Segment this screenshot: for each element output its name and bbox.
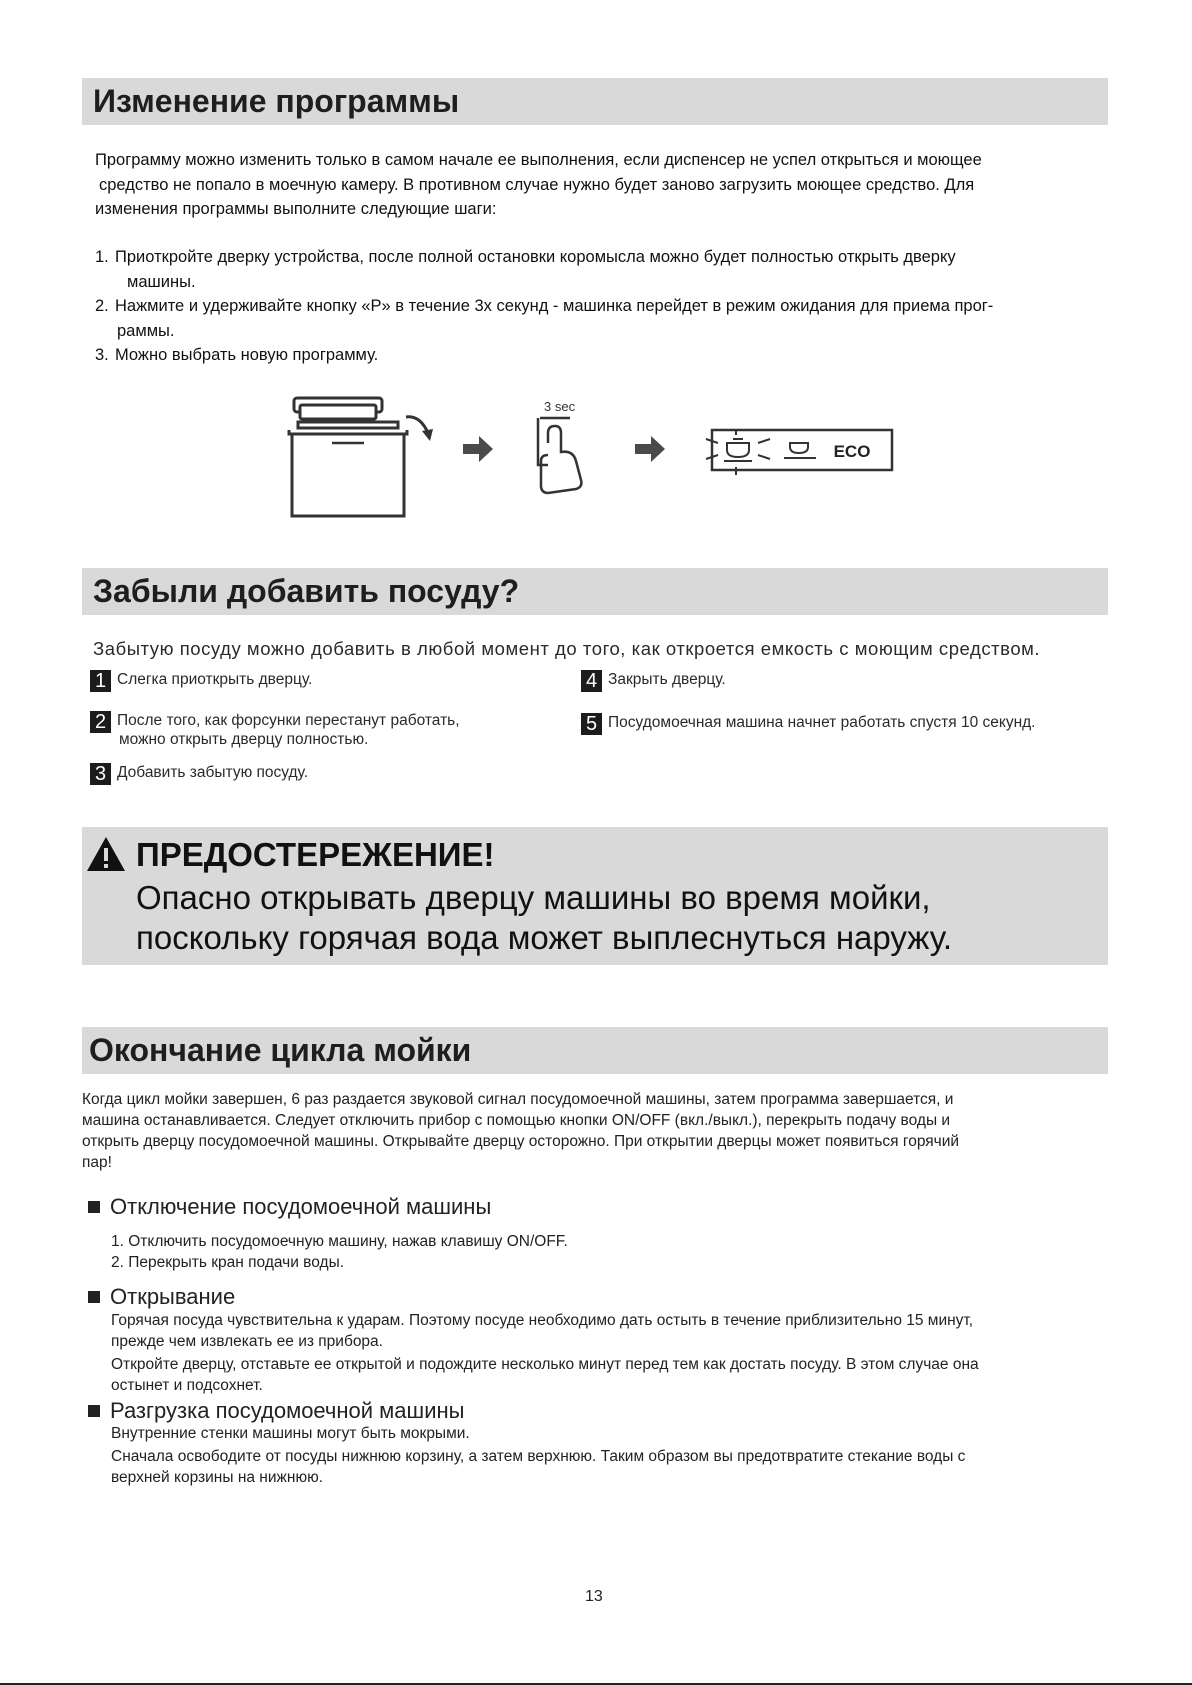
section2-intro: Забытую посуду можно добавить в любой момент до того, как откроется емкость с моющим средством. [93, 638, 1041, 659]
body-line: 2. Перекрыть кран подачи воды. [111, 1254, 345, 1271]
body-line: 1. Отключить посудомоечную машину, нажав клавишу ON/OFF. [111, 1233, 568, 1250]
step-line: Слегка приоткрыть дверцу. [117, 671, 313, 688]
warning-line: поскольку горячая вода может выплеснуться наружу. [136, 919, 953, 956]
door-open-arrowhead [422, 429, 433, 441]
body-line: пар! [82, 1154, 112, 1171]
subsection-title: Разгрузка посудомоечной машины [110, 1398, 465, 1423]
step-number-badge: 4 [581, 670, 602, 692]
timer-label: 3 sec [544, 399, 576, 414]
step-text [115, 245, 1115, 294]
intro-line: изменения программы выполните следующие шаги: [95, 200, 497, 218]
section-title-change-program: Изменение программы [93, 83, 460, 119]
step-number-badge: 2 [90, 711, 111, 733]
body-line: прежде чем извлекать ее из прибора. [111, 1333, 383, 1350]
step-line: Нажмите и удерживайте кнопку «P» в течение 3х секунд - машинка перейдет в режим ожидания для приема прог- [115, 297, 994, 315]
list-item [95, 343, 1115, 368]
subsection-heading [88, 1284, 235, 1310]
list-item [581, 713, 1035, 735]
body-line: верхней корзины на нижнюю. [111, 1469, 324, 1486]
list-item [581, 670, 726, 692]
list-item [95, 294, 1115, 343]
subsection-body [111, 1231, 1111, 1273]
step-line: Посудомоечная машина начнет работать спустя 10 секунд. [608, 714, 1036, 731]
list-item [90, 670, 312, 692]
list-item [90, 763, 308, 785]
warning-triangle-icon [86, 836, 126, 872]
arrow-right-icon [463, 436, 493, 462]
warning-title: ПРЕДОСТЕРЕЖЕНИЕ! [136, 836, 495, 873]
step-line: машины. [127, 272, 196, 291]
step-line: Добавить забытую посуду. [117, 764, 309, 781]
program-panel-icon [706, 429, 892, 475]
step-line: Закрыть дверцу. [608, 671, 726, 688]
eco-label: ECO [833, 442, 871, 461]
body-line: Откройте дверцу, отставьте ее открытой и подождите несколько минут перед тем как достать посуду. В этом случае она [111, 1356, 979, 1373]
body-line: Сначала освободите от посуды нижнюю корзину, а затем верхнюю. Таким образом вы предотвратите стекание воды с [111, 1448, 966, 1465]
step-number: 1. [95, 248, 109, 266]
list-item [90, 711, 460, 749]
step-line: После того, как форсунки перестанут работать, [117, 712, 460, 729]
section1-intro [95, 148, 1105, 222]
bullet-square-icon [88, 1291, 100, 1303]
step-line: можно открыть дверцу полностью. [119, 731, 369, 748]
step-number-badge: 5 [581, 713, 602, 735]
body-line: Внутренние стенки машины могут быть мокрыми. [111, 1425, 470, 1442]
subsection-heading [88, 1398, 464, 1424]
pot-icon [706, 429, 770, 475]
step-number-badge: 3 [90, 763, 111, 785]
step-number-badge: 1 [90, 670, 111, 692]
dishwasher-door-icon [289, 398, 407, 516]
bullet-square-icon [88, 1405, 100, 1417]
subsection-title: Отключение посудомоечной машины [110, 1194, 492, 1219]
step-number: 2. [95, 297, 109, 315]
intro-line: Программу можно изменить только в самом начале ее выполнения, если диспенсер не успел открыться и моющее [95, 151, 982, 169]
subsection-body [111, 1310, 1111, 1396]
section-title-end-of-cycle: Окончание цикла мойки [89, 1032, 472, 1068]
page-number: 13 [585, 1588, 603, 1605]
step-line: раммы. [117, 321, 175, 340]
section-title-forgot-dishes: Забыли добавить посуду? [93, 573, 520, 609]
program-change-diagram [280, 395, 900, 525]
arrow-right-icon [635, 436, 665, 462]
body-line: открыть дверцу посудомоечной машины. Открывайте дверцу осторожно. При открытии дверцы может появиться горячий [82, 1133, 960, 1150]
subsection-body [111, 1423, 1111, 1488]
step-number: 3. [95, 346, 109, 364]
section3-body [82, 1089, 1112, 1173]
intro-line: средство не попало в моечную камеру. В противном случае нужно будет заново загрузить моющее средство. Для [99, 175, 975, 194]
bullet-square-icon [88, 1201, 100, 1213]
list-item [95, 245, 1115, 294]
step-text [115, 294, 1115, 343]
warning-line: Опасно открывать дверцу машины во время мойки, [136, 879, 931, 916]
subsection-heading [88, 1194, 491, 1220]
section1-steps [95, 245, 1115, 368]
subsection-title: Открывание [110, 1284, 236, 1309]
step-line: Приоткройте дверку устройства, после полной остановки коромысла можно будет полностью открыть дверку [115, 248, 956, 266]
dish-icon [784, 443, 816, 458]
body-line: машина останавливается. Следует отключить прибор с помощью кнопки ON/OFF (вкл./выкл.), перекрыть подачу воды и [82, 1112, 951, 1129]
body-line: остынет и подсохнет. [111, 1377, 263, 1394]
step-line: Можно выбрать новую программу. [115, 346, 379, 364]
body-line: Горячая посуда чувствительна к ударам. Поэтому посуде необходимо дать остыть в течение приблизительно 15 минут, [111, 1312, 974, 1329]
body-line: Когда цикл мойки завершен, 6 раз раздается звуковой сигнал посудомоечной машины, затем программа завершается, и [82, 1091, 954, 1108]
finger-press-icon [538, 418, 581, 493]
